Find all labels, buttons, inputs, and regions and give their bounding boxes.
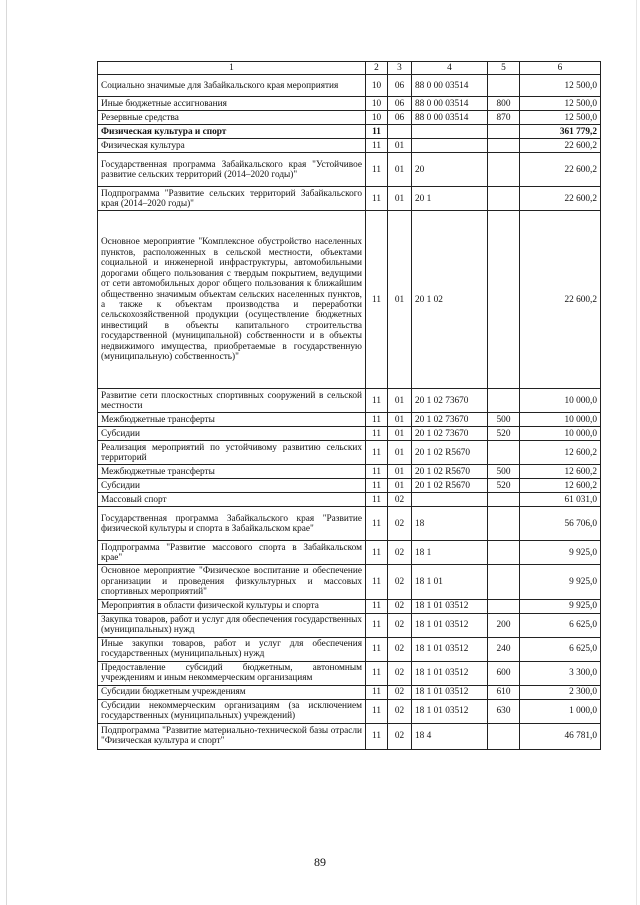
row-name-cell: Межбюджетные трансферты — [98, 465, 366, 479]
expense-type-cell: 870 — [488, 111, 520, 125]
section-code-cell: 11 — [366, 541, 388, 565]
section-code-cell: 11 — [366, 661, 388, 685]
amount-cell: 22 600,2 — [520, 153, 601, 187]
amount-cell: 10 000,0 — [520, 413, 601, 427]
target-article-cell — [412, 125, 488, 139]
amount-cell: 9 925,0 — [520, 599, 601, 613]
subsection-code-cell — [388, 125, 412, 139]
subsection-code-cell: 01 — [388, 389, 412, 413]
amount-cell: 10 000,0 — [520, 427, 601, 441]
row-name-cell: Закупка товаров, работ и услуг для обеспечения государственных (муниципальных) нужд — [98, 613, 366, 637]
subsection-code-cell: 01 — [388, 139, 412, 153]
table-row — [98, 389, 601, 413]
amount-cell: 22 600,2 — [520, 187, 601, 211]
table-row — [98, 699, 601, 723]
section-code-cell: 10 — [366, 97, 388, 111]
target-article-cell: 20 1 — [412, 187, 488, 211]
target-article-cell: 18 1 01 03512 — [412, 661, 488, 685]
target-article-cell: 18 1 01 03512 — [412, 637, 488, 661]
subsection-code-cell: 01 — [388, 441, 412, 465]
amount-cell: 22 600,2 — [520, 139, 601, 153]
row-name-cell: Основное мероприятие "Комплексное обустройство населенных пунктов, расположенных в сельской местности, объектами социальной и инженерной инфраструктуры, автомобильными дорогами общего пользования с твердым покрытием, ведущими от сети автомобильных дорог общего пользования к ближайшим общественно значимым объектам сельских населенных пунктов, а также к объектам производства и переработки сельскохозяйственной продукции (осуществление бюджетных инвестиций в объекты капитального строительства государственной (муниципальной) собственности и в объекты недвижимого имущества, приобретаемые в государственную (муниципальную) собственность)" — [98, 211, 366, 389]
amount-cell: 9 925,0 — [520, 541, 601, 565]
subsection-code-cell: 02 — [388, 661, 412, 685]
subsection-code-cell: 01 — [388, 465, 412, 479]
table-row — [98, 125, 601, 139]
expense-type-cell — [488, 441, 520, 465]
expense-type-cell — [488, 211, 520, 389]
expense-type-cell — [488, 493, 520, 507]
target-article-cell — [412, 139, 488, 153]
expense-type-cell: 520 — [488, 479, 520, 493]
target-article-cell: 20 1 02 R5670 — [412, 441, 488, 465]
target-article-cell: 18 4 — [412, 723, 488, 749]
target-article-cell: 20 1 02 R5670 — [412, 465, 488, 479]
amount-cell: 12 500,0 — [520, 97, 601, 111]
amount-cell: 9 925,0 — [520, 565, 601, 599]
expense-type-cell — [488, 599, 520, 613]
row-name-cell: Государственная программа Забайкальского края "Устойчивое развитие сельских территорий (2014–2020 годы)" — [98, 153, 366, 187]
row-name-cell: Субсидии — [98, 427, 366, 441]
table-row — [98, 139, 601, 153]
subsection-code-cell: 02 — [388, 507, 412, 541]
table-row — [98, 427, 601, 441]
amount-cell: 12 500,0 — [520, 111, 601, 125]
amount-cell: 46 781,0 — [520, 723, 601, 749]
subsection-code-cell: 02 — [388, 565, 412, 599]
row-name-cell: Предоставление субсидий бюджетным, автономным учреждениям и иным некоммерческим организациям — [98, 661, 366, 685]
target-article-cell: 20 1 02 R5670 — [412, 479, 488, 493]
table-row — [98, 75, 601, 97]
section-code-cell: 11 — [366, 479, 388, 493]
subsection-code-cell: 02 — [388, 613, 412, 637]
row-name-cell: Субсидии некоммерческим организациям (за исключением государственных (муниципальных) учреждений) — [98, 699, 366, 723]
table-row — [98, 413, 601, 427]
section-code-cell: 11 — [366, 441, 388, 465]
expense-type-cell — [488, 541, 520, 565]
subsection-code-cell: 02 — [388, 637, 412, 661]
amount-cell: 3 300,0 — [520, 661, 601, 685]
section-code-cell: 11 — [366, 413, 388, 427]
table-row — [98, 153, 601, 187]
table-row — [98, 599, 601, 613]
table-row — [98, 723, 601, 749]
amount-cell: 1 000,0 — [520, 699, 601, 723]
section-code-cell: 11 — [366, 153, 388, 187]
row-name-cell: Резервные средства — [98, 111, 366, 125]
section-code-cell: 11 — [366, 599, 388, 613]
subsection-code-cell: 01 — [388, 153, 412, 187]
section-code-cell: 11 — [366, 465, 388, 479]
subsection-code-cell: 02 — [388, 493, 412, 507]
section-code-cell: 11 — [366, 211, 388, 389]
amount-cell: 6 625,0 — [520, 613, 601, 637]
section-code-cell: 11 — [366, 723, 388, 749]
expense-type-cell — [488, 187, 520, 211]
table-header-row — [98, 62, 601, 75]
row-name-cell: Субсидии — [98, 479, 366, 493]
table-row — [98, 493, 601, 507]
expense-type-cell: 610 — [488, 685, 520, 699]
section-code-cell: 10 — [366, 111, 388, 125]
header-cell: 2 — [366, 62, 388, 75]
header-cell: 1 — [98, 62, 366, 75]
subsection-code-cell: 02 — [388, 723, 412, 749]
subsection-code-cell: 06 — [388, 97, 412, 111]
subsection-code-cell: 02 — [388, 685, 412, 699]
row-name-cell: Государственная программа Забайкальского края "Развитие физической культуры и спорта в Забайкальском крае" — [98, 507, 366, 541]
expense-type-cell — [488, 125, 520, 139]
section-code-cell: 11 — [366, 139, 388, 153]
table-row — [98, 211, 601, 389]
section-code-cell: 11 — [366, 699, 388, 723]
section-code-cell: 11 — [366, 565, 388, 599]
amount-cell: 22 600,2 — [520, 211, 601, 389]
page-number: 89 — [314, 855, 326, 869]
expense-type-cell — [488, 507, 520, 541]
amount-cell: 56 706,0 — [520, 507, 601, 541]
row-name-cell: Основное мероприятие "Физическое воспитание и обеспечение организации и проведения физкультурных и массовых спортивных мероприятий" — [98, 565, 366, 599]
header-cell: 6 — [520, 62, 601, 75]
subsection-code-cell: 01 — [388, 479, 412, 493]
row-name-cell: Межбюджетные трансферты — [98, 413, 366, 427]
table-row — [98, 507, 601, 541]
section-code-cell: 11 — [366, 685, 388, 699]
amount-cell: 12 500,0 — [520, 75, 601, 97]
row-name-cell: Субсидии бюджетным учреждениям — [98, 685, 366, 699]
subsection-code-cell: 02 — [388, 699, 412, 723]
expense-type-cell — [488, 723, 520, 749]
table-row — [98, 441, 601, 465]
subsection-code-cell: 01 — [388, 187, 412, 211]
subsection-code-cell: 01 — [388, 413, 412, 427]
expense-type-cell — [488, 565, 520, 599]
row-name-cell: Иные бюджетные ассигнования — [98, 97, 366, 111]
amount-cell: 12 600,2 — [520, 479, 601, 493]
section-code-cell: 11 — [366, 637, 388, 661]
amount-cell: 6 625,0 — [520, 637, 601, 661]
target-article-cell: 18 1 — [412, 541, 488, 565]
subsection-code-cell: 02 — [388, 599, 412, 613]
target-article-cell: 18 1 01 03512 — [412, 613, 488, 637]
table-row — [98, 465, 601, 479]
target-article-cell: 88 0 00 03514 — [412, 111, 488, 125]
expense-type-cell — [488, 389, 520, 413]
budget-table — [97, 61, 601, 750]
target-article-cell: 18 1 01 03512 — [412, 599, 488, 613]
row-name-cell: Физическая культура и спорт — [98, 125, 366, 139]
header-cell: 4 — [412, 62, 488, 75]
row-name-cell: Подпрограмма "Развитие материально-технической базы отрасли "Физическая культура и спорт" — [98, 723, 366, 749]
expense-type-cell: 500 — [488, 465, 520, 479]
expense-type-cell: 200 — [488, 613, 520, 637]
budget-table-body — [98, 62, 601, 750]
subsection-code-cell: 01 — [388, 211, 412, 389]
target-article-cell: 20 — [412, 153, 488, 187]
row-name-cell: Развитие сети плоскостных спортивных сооружений в сельской местности — [98, 389, 366, 413]
section-code-cell: 11 — [366, 125, 388, 139]
expense-type-cell: 500 — [488, 413, 520, 427]
row-name-cell: Социально значимые для Забайкальского края мероприятия — [98, 75, 366, 97]
section-code-cell: 11 — [366, 427, 388, 441]
target-article-cell: 18 — [412, 507, 488, 541]
amount-cell: 10 000,0 — [520, 389, 601, 413]
subsection-code-cell: 06 — [388, 111, 412, 125]
target-article-cell: 20 1 02 73670 — [412, 427, 488, 441]
section-code-cell: 11 — [366, 389, 388, 413]
section-code-cell: 11 — [366, 493, 388, 507]
target-article-cell — [412, 493, 488, 507]
table-row — [98, 111, 601, 125]
row-name-cell: Физическая культура — [98, 139, 366, 153]
table-row — [98, 613, 601, 637]
target-article-cell: 20 1 02 — [412, 211, 488, 389]
table-row — [98, 565, 601, 599]
amount-cell: 12 600,2 — [520, 441, 601, 465]
row-name-cell: Подпрограмма "Развитие сельских территорий Забайкальского края (2014–2020 годы)" — [98, 187, 366, 211]
table-row — [98, 661, 601, 685]
expense-type-cell — [488, 153, 520, 187]
table-row — [98, 479, 601, 493]
amount-cell: 361 779,2 — [520, 125, 601, 139]
budget-table-container — [97, 61, 600, 750]
amount-cell: 2 300,0 — [520, 685, 601, 699]
amount-cell: 12 600,2 — [520, 465, 601, 479]
expense-type-cell: 520 — [488, 427, 520, 441]
section-code-cell: 10 — [366, 75, 388, 97]
expense-type-cell: 600 — [488, 661, 520, 685]
row-name-cell: Массовый спорт — [98, 493, 366, 507]
subsection-code-cell: 06 — [388, 75, 412, 97]
subsection-code-cell: 02 — [388, 541, 412, 565]
target-article-cell: 88 0 00 03514 — [412, 75, 488, 97]
target-article-cell: 18 1 01 03512 — [412, 699, 488, 723]
table-row — [98, 685, 601, 699]
expense-type-cell: 800 — [488, 97, 520, 111]
expense-type-cell: 630 — [488, 699, 520, 723]
table-row — [98, 187, 601, 211]
table-row — [98, 97, 601, 111]
section-code-cell: 11 — [366, 187, 388, 211]
target-article-cell: 88 0 00 03514 — [412, 97, 488, 111]
subsection-code-cell: 01 — [388, 427, 412, 441]
header-cell: 5 — [488, 62, 520, 75]
table-row — [98, 637, 601, 661]
expense-type-cell — [488, 139, 520, 153]
target-article-cell: 20 1 02 73670 — [412, 389, 488, 413]
row-name-cell: Иные закупки товаров, работ и услуг для обеспечения государственных (муниципальных) нужд — [98, 637, 366, 661]
page-edge-right — [636, 0, 637, 905]
row-name-cell: Мероприятия в области физической культуры и спорта — [98, 599, 366, 613]
target-article-cell: 18 1 01 03512 — [412, 685, 488, 699]
row-name-cell: Подпрограмма "Развитие массового спорта в Забайкальском крае" — [98, 541, 366, 565]
target-article-cell: 18 1 01 — [412, 565, 488, 599]
table-row — [98, 541, 601, 565]
page-edge-left — [6, 0, 7, 905]
expense-type-cell — [488, 75, 520, 97]
target-article-cell: 20 1 02 73670 — [412, 413, 488, 427]
amount-cell: 61 031,0 — [520, 493, 601, 507]
section-code-cell: 11 — [366, 507, 388, 541]
expense-type-cell: 240 — [488, 637, 520, 661]
row-name-cell: Реализация мероприятий по устойчивому развитию сельских территорий — [98, 441, 366, 465]
section-code-cell: 11 — [366, 613, 388, 637]
header-cell: 3 — [388, 62, 412, 75]
